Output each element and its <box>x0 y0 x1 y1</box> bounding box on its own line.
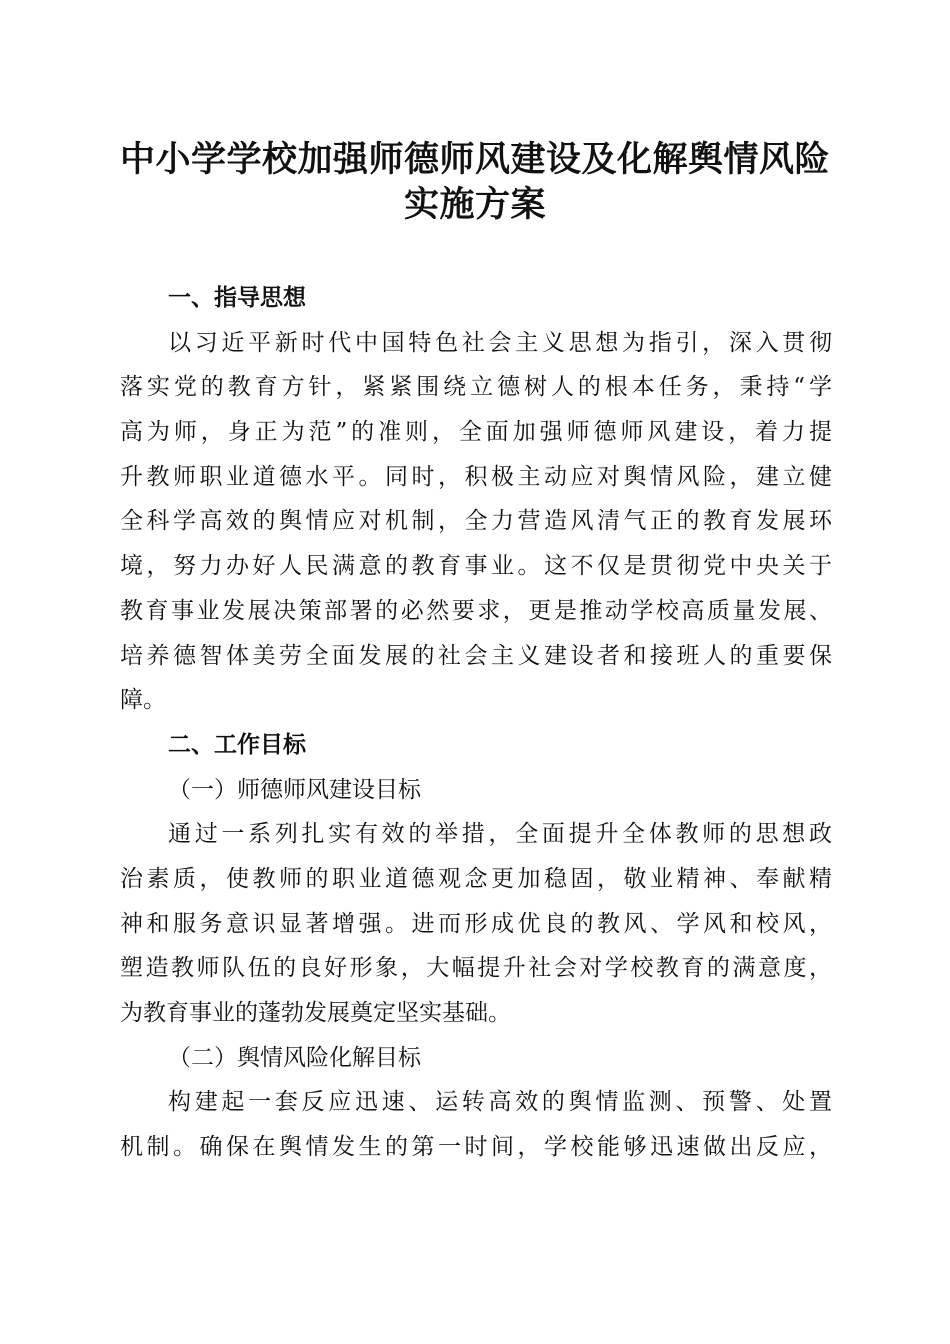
paragraph-line: 神和服务意识显著增强。进而形成优良的教风、学风和校风， <box>120 910 832 937</box>
section-heading: 一、指导思想 <box>168 284 306 311</box>
section-heading: 二、工作目标 <box>168 730 306 758</box>
paragraph-line: 治素质，使教师的职业道德观念更加稳固，敬业精神、奉献精 <box>120 865 832 892</box>
paragraph-line: 高为师，身正为范”的准则，全面加强师德师风建设，着力提 <box>120 419 832 446</box>
paragraph-line: 以习近平新时代中国特色社会主义思想为指引，深入贯彻 <box>168 329 832 356</box>
document-title <box>0 137 950 227</box>
paragraph-line: 塑造教师队伍的良好形象，大幅提升社会对学校教育的满意度， <box>120 955 832 982</box>
subsection-heading: （二）舆情风险化解目标 <box>168 1044 421 1071</box>
subsection-heading: （一）师德师风建设目标 <box>168 776 421 803</box>
paragraph-line: 全科学高效的舆情应对机制，全力营造风清气正的教育发展环 <box>120 508 832 535</box>
paragraph-line: 教育事业发展决策部署的必然要求，更是推动学校高质量发展、 <box>120 597 832 624</box>
paragraph-line: 构建起一套反应迅速、运转高效的舆情监测、预警、处置 <box>168 1089 832 1116</box>
paragraph <box>120 1080 832 1169</box>
paragraph-line: 境，努力办好人民满意的教育事业。这不仅是贯彻党中央关于 <box>120 553 832 580</box>
title-line-2: 实施方案 <box>403 184 546 225</box>
paragraph <box>120 812 832 1035</box>
paragraph-line: 通过一系列扎实有效的举措，全面提升全体教师的思想政 <box>168 821 832 848</box>
paragraph-line: 升教师职业道德水平。同时，积极主动应对舆情风险，建立健 <box>120 463 832 490</box>
paragraph-line: 为教育事业的蓬勃发展奠定坚实基础。 <box>120 1000 511 1026</box>
paragraph <box>120 321 832 723</box>
document-body <box>120 276 832 1170</box>
title-line-1: 中小学学校加强师德师风建设及化解舆情风险 <box>119 139 830 180</box>
paragraph-line: 障。 <box>120 687 166 714</box>
paragraph-line: 落实党的教育方针，紧紧围绕立德树人的根本任务，秉持“学 <box>120 374 832 401</box>
paragraph-line: 培养德智体美劳全面发展的社会主义建设者和接班人的重要保 <box>120 642 832 669</box>
paragraph-line: 机制。确保在舆情发生的第一时间，学校能够迅速做出反应， <box>120 1134 832 1161</box>
